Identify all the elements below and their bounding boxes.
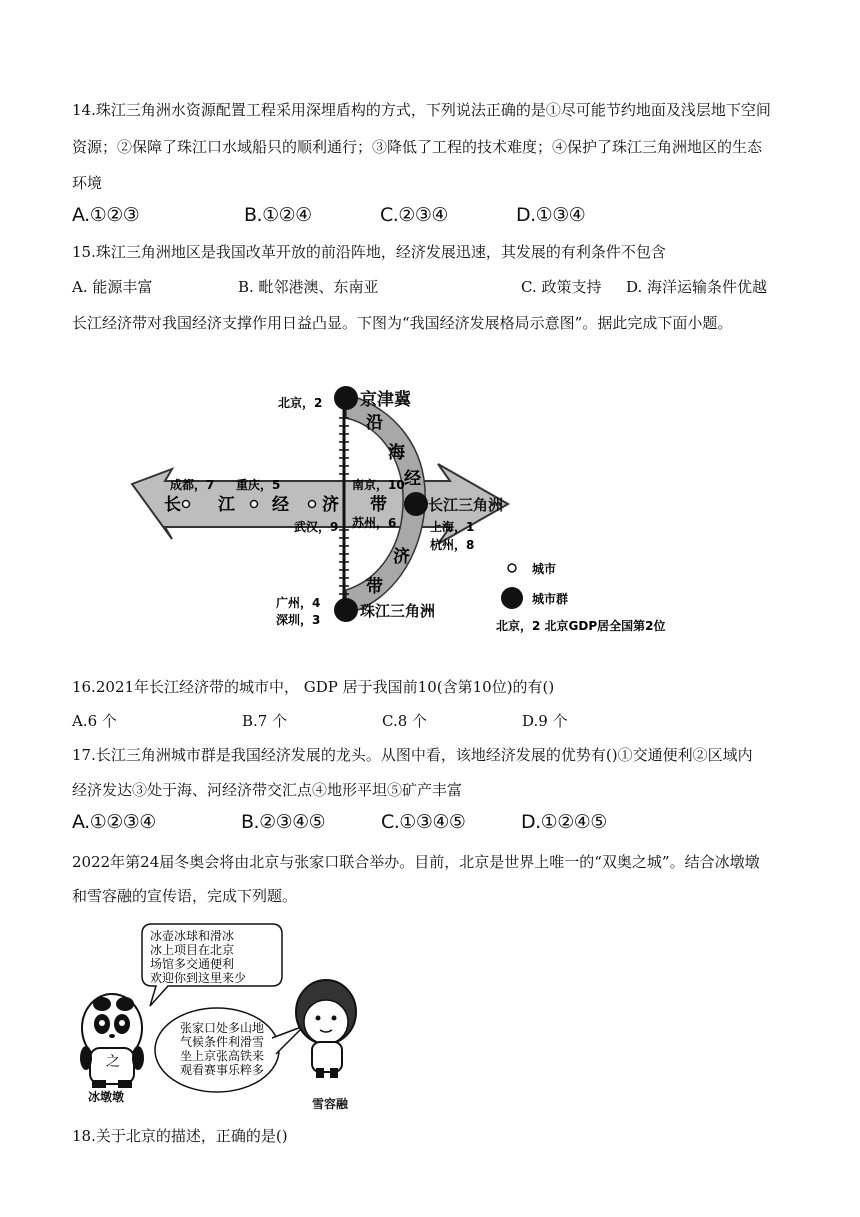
belt-char-chang: 长 — [164, 495, 181, 515]
q14-line1: 14.珠江三角洲水资源配置工程采用深埋盾构的方式，下列说法正确的是①尽可能节约地面及浅层地下空间 — [72, 101, 771, 119]
q14-line3: 环境 — [72, 174, 103, 192]
q15-option-b: B. 毗邻港澳、东南亚 — [238, 278, 379, 296]
q16-option-d: D.9 个 — [522, 712, 568, 730]
city-wuhan-marker — [309, 501, 316, 508]
q17-line1: 17.长江三角洲城市群是我国经济发展的龙头。从图中看，该地经济发展的优势有()①交通便利②区域内 — [72, 746, 753, 764]
bubble1-line2: 冰上项目在北京 — [150, 943, 235, 957]
q16-option-a: A.6 个 — [72, 712, 117, 730]
caption-shueyrhonrhon: 雪容融 — [312, 1097, 349, 1111]
city-nanjing-label: 南京，10 — [352, 478, 405, 492]
q17-option-c: C.①③④⑤ — [381, 811, 466, 833]
coastal-char-yan: 沿 — [366, 413, 383, 433]
belt-char-dai: 带 — [370, 495, 387, 515]
caption-bingdwendwen: 冰墩墩 — [88, 1090, 125, 1104]
q17-option-a: A.①②③④ — [72, 811, 156, 833]
q18-line1: 18.关于北京的描述，正确的是() — [72, 1127, 288, 1145]
mascot-cartoon — [72, 920, 362, 1116]
legend-city-icon — [508, 564, 516, 572]
legend-note: 北京，2 北京GDP居全国第2位 — [496, 619, 666, 633]
cluster-pearl-delta-marker — [334, 598, 358, 622]
city-shenzhen-label: 深圳，3 — [276, 613, 321, 627]
city-suzhou-label: 苏州，6 — [352, 516, 397, 530]
bubble2-line1: 张家口处多山地 — [180, 1021, 265, 1035]
q17-option-d: D.①②④⑤ — [521, 811, 607, 833]
q14-option-a: A.①②③ — [72, 204, 140, 226]
city-guangzhou-label: 广州，4 — [276, 596, 321, 610]
bubble2-line4: 观看赛事乐粹多 — [180, 1063, 265, 1077]
city-chengdu-marker — [183, 501, 190, 508]
bingdwendwen-mark: 之 — [106, 1054, 120, 1070]
cluster-yangtze-delta-label: 长江三角洲 — [428, 496, 504, 514]
q15-line1: 15.珠江三角洲地区是我国改革开放的前沿阵地，经济发展迅速，其发展的有利条件不包含 — [72, 243, 666, 261]
city-wuhan-label: 武汉，9 — [294, 520, 339, 534]
city-chongqing-label: 重庆，5 — [236, 478, 281, 492]
coastal-char-jing: 经 — [404, 469, 421, 489]
q16-option-b: B.7 个 — [242, 712, 288, 730]
cluster-jingjinji-label: 京津冀 — [360, 390, 411, 410]
bubble2-line3: 坐上京张高铁来 — [180, 1049, 265, 1063]
coastal-char-ji: 济 — [393, 547, 410, 567]
q15-option-c: C. 政策支持 — [521, 278, 602, 296]
cluster-yangtze-delta-marker — [404, 492, 428, 516]
legend-cluster-icon — [501, 587, 523, 609]
intro-olympics-line1: 2022年第24届冬奥会将由北京与张家口联合举办。目前，北京是世界上唯一的“双奥之城”。结合冰墩墩 — [72, 853, 760, 871]
bubble1-line4: 欢迎你到这里来少 — [150, 971, 247, 985]
city-beijing-label: 北京，2 — [278, 396, 323, 410]
cluster-pearl-delta-label: 珠江三角洲 — [360, 602, 436, 620]
q14-line2: 资源；②保障了珠江口水域船只的顺利通行；③降低了工程的技术难度；④保护了珠江三角洲地区的生态 — [72, 138, 763, 156]
shueyrhonrhon-figure — [296, 980, 356, 1078]
q16-option-c: C.8 个 — [382, 712, 428, 730]
q17-line2: 经济发达③处于海、河经济带交汇点④地形平坦⑤矿产丰富 — [72, 781, 463, 799]
coastal-char-dai: 带 — [366, 577, 383, 597]
bingdwendwen-figure — [80, 994, 144, 1088]
q17-option-b: B.②③④⑤ — [241, 811, 326, 833]
q15-option-a: A. 能源丰富 — [72, 278, 153, 296]
q14-option-d: D.①③④ — [516, 204, 586, 226]
legend-city-label: 城市 — [532, 562, 557, 576]
intro-economy-map: 长江经济带对我国经济支撑作用日益凸显。下图为“我国经济发展格局示意图”。据此完成下面小题。 — [72, 314, 733, 332]
bubble2-line2: 气候条件利滑雪 — [180, 1035, 265, 1049]
q14-option-b: B.①②④ — [244, 204, 312, 226]
cluster-jingjinji-marker — [334, 386, 358, 410]
city-shanghai-label: 上海，1 — [430, 520, 475, 534]
intro-olympics-line2: 和雪容融的宣传语，完成下列题。 — [72, 887, 298, 905]
city-hangzhou-label: 杭州，8 — [430, 538, 475, 552]
belt-char-ji: 济 — [322, 495, 339, 515]
legend-cluster-label: 城市群 — [532, 592, 569, 606]
q16-line1: 16.2021年长江经济带的城市中， GDP 居于我国前10(含第10位)的有() — [72, 678, 555, 696]
city-chengdu-label: 成都，7 — [170, 478, 215, 492]
q14-option-c: C.②③④ — [380, 204, 448, 226]
bubble1-line3: 场馆多交通便利 — [150, 957, 235, 971]
belt-char-jing: 经 — [272, 495, 289, 515]
q15-option-d: D. 海洋运输条件优越 — [626, 278, 768, 296]
belt-char-jiang: 江 — [218, 495, 235, 515]
bubble1-line1: 冰壶冰球和滑冰 — [150, 929, 235, 943]
economic-pattern-map — [120, 378, 680, 648]
coastal-char-hai: 海 — [388, 443, 405, 463]
city-chongqing-marker — [251, 501, 258, 508]
